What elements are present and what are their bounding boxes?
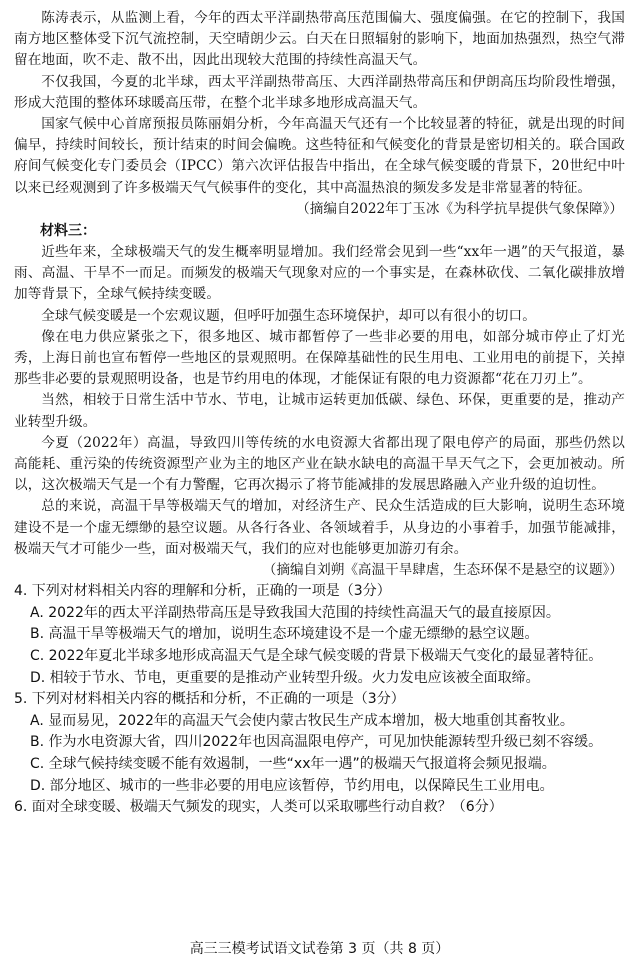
paragraph: 国家气候中心首席预报员陈丽娟分析，今年高温天气还有一个比较显著的特征，就是出现的时间偏早，持续时间较长，预计结束的时间会偏晚。这些特征和气候变化的背景是密切相关的。联合国政府间气候变化专门委员会（IPCC）第六次评估报告中指出，在全球气候变暖的背景下，20世纪中叶以来已经观测到了许多极端天气气候事件的变化，其中高温热浪的频发多发是非常显著的特征。 (14, 116, 625, 196)
paragraph: 近些年来，全球极端天气的发生概率明显增加。我们经常会见到一些“xx年一遇”的天气报道，暴雨、高温、干旱不一而足。而频发的极端天气现象对应的一个事实是，在森林砍伐、二氧化碳排放增加等背景下，全球气候持续变暖。 (14, 244, 625, 303)
answer-option: C. 2022年夏北半球多地形成高温天气是全球气候变暖的背景下极端天气变化的最显著特征。 (30, 648, 603, 665)
answer-option: D. 相较于节水、节电，更重要的是推动产业转型升级。火力发电应该被全面取缔。 (30, 669, 540, 686)
source-citation: （摘编自刘朔《高温干旱肆虐，生态环保不是悬空的议题》） (262, 562, 623, 579)
answer-option: A. 2022年的西太平洋副热带高压是导致我国大范围的持续性高温天气的最直接原因。 (30, 604, 560, 621)
answer-option: C. 全球气候持续变暖不能有效遏制，一些“xx年一遇”的极端天气报道将会频见报端。 (30, 756, 556, 773)
questions-section (14, 581, 625, 819)
paragraph: 陈涛表示，从监测上看，今年的西太平洋副热带高压范围偏大、强度偏强。在它的控制下，我国南方地区整体受下沉气流控制，天空晴朗少云。白天在日照辐射的影响下，地面加热强烈，热空气滞留在地面，吹不走、散不出，因此出现较大范围的持续性高温天气。 (14, 10, 625, 69)
paragraph: 今夏（2022年）高温，导致四川等传统的水电资源大省都出现了限电停产的局面，那些仍然以高能耗、重污染的传统资源型产业为主的地区产业在缺水缺电的高温干旱天气之下，会更加被动。所以，这次极端天气是一个有力警醒，它再次揭示了将节能减排的发展思路融入产业升级的迫切性。 (14, 434, 625, 494)
answer-option: A. 显而易见，2022年的高温天气会使内蒙古牧民生产成本增加，极大地重创其畜牧业。 (30, 712, 574, 729)
answer-option: B. 高温干旱等极端天气的增加，说明生态环境建设不是一个虚无缥缈的悬空议题。 (30, 626, 539, 643)
answer-option: B. 作为水电资源大省，四川2022年也因高温限电停产，可见加快能源转型升级已刻不容缓。 (30, 734, 603, 751)
paragraph: 总的来说，高温干旱等极端天气的增加，对经济生产、民众生活造成的巨大影响，说明生态环境建设不是一个虚无缥缈的悬空议题。从各行各业、各领域着手，从身边的小事着手，加强节能减排，极端天气才可能少一些，面对极端天气，我们的应对也能够更加游刃有余。 (14, 498, 625, 557)
question-stem: 5. 下列对材料相关内容的概括和分析，不正确的一项是（3分） (14, 691, 405, 708)
paragraph: 不仅我国，今夏的北半球，西太平洋副热带高压、大西洋副热带高压和伊朗高压均阶段性增强，形成大范围的整体环球暖高压带，在整个北半球多地形成高温天气。 (14, 73, 625, 111)
source-citation: （摘编自2022年丁玉冰《为科学抗旱提供气象保障》） (296, 200, 623, 217)
paragraph: 当然，相较于日常生活中节水、节电，让城市运转更加低碳、绿色、环保，更重要的是，推动产业转型升级。 (14, 392, 625, 430)
page-footer: 高三三模考试语文试卷第 3 页（共 8 页） (189, 941, 450, 957)
section-heading: 材料三： (40, 223, 96, 240)
answer-option: D. 部分地区、城市的一些非必要的用电应该暂停，节约用电，以保障民生工业用电。 (30, 777, 554, 794)
paragraph: 全球气候变暖是一个宏观议题，但呼吁加强生态环境保护，却可以有很小的切口。 (41, 307, 536, 324)
paragraph: 像在电力供应紧张之下，很多地区、城市都暂停了一些非必要的用电，如部分城市停止了灯光秀，上海日前也宣布暂停一些地区的景观照明。在保障基础性的民生用电、工业用电的前提下，关掉那些非必要的景观照明设备，也是节约用电的体现，才能保证有限的电力资源都“花在刀刃上”。 (14, 328, 625, 388)
material-3-section (14, 220, 625, 581)
question-stem: 4. 下列对材料相关内容的理解和分析，正确的一项是（3分） (14, 583, 391, 600)
material-2-section (14, 8, 625, 220)
question-stem: 6. 面对全球变暖、极端天气频发的现实，人类可以采取哪些行动自救？（6分） (14, 799, 503, 816)
